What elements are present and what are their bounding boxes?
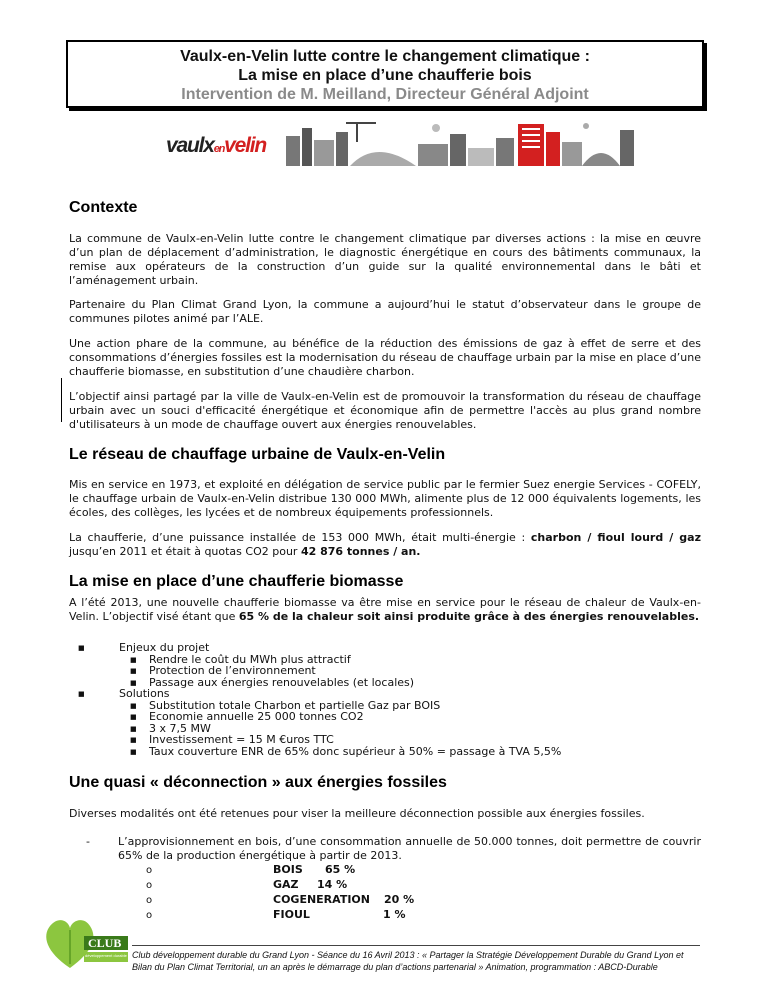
speaker-line: Intervention de M. Meilland, Directeur Général Adjoint xyxy=(181,86,589,103)
city-banner xyxy=(166,118,638,166)
square-bullet-icon: ■ xyxy=(130,701,137,710)
reseau-paragraph-2: La chaufferie, d’une puissance installée de 153 000 MWh, était multi-énergie : charbon / fioul lourd / gaz jusqu’en 2011 et était à quotas CO2 pour 42 876 tonnes / an. xyxy=(69,531,701,558)
club-label: CLUB xyxy=(88,936,122,950)
contexte-paragraph-4: L’objectif ainsi partagé par la ville de Vaulx-en-Velin est de promouvoir la transformation du réseau de chauffage urbain avec un souci d'efficacité énergétique et économique afin de permettre l'accès au plus grand nombre d'utilisateurs à un mode de chauffage ouvert aux énergies renouvelables. xyxy=(69,390,701,431)
document-body xyxy=(69,198,701,923)
list-item: ■ Passage aux énergies renouvelables (et locales) xyxy=(130,675,415,689)
list-item: ■ Substitution totale Charbon et partielle Gaz par BOIS xyxy=(130,698,441,712)
square-bullet-icon: ■ xyxy=(78,644,85,652)
energy-mix-list xyxy=(69,863,701,923)
footer-text: Club développement durable du Grand Lyon - Séance du 16 Avril 2013 : « Partager la Stratégie Développement Durable du Grand Lyon et Bilan du Plan Climat Territorial, un an après le démarrage du plan d’actions partenarial » Animation, programmation : ABCD-Durable xyxy=(132,950,684,972)
document-title: Vaulx-en-Velin lutte contre le changement climatique : xyxy=(180,48,590,65)
square-bullet-icon: ■ xyxy=(130,736,137,744)
city-skyline-illustration xyxy=(286,118,638,166)
energy-mix-item-bois: o BOIS 65 % xyxy=(146,863,356,876)
square-bullet-icon: ■ xyxy=(130,747,137,756)
list-item: ■ Rendre le coût du MWh plus attractif xyxy=(130,652,351,666)
list-item: ■ Investissement = 15 M €uros TTC xyxy=(130,733,334,746)
list-item: ■ Economie annuelle 25 000 tonnes CO2 xyxy=(130,710,364,723)
square-bullet-icon: ■ xyxy=(130,655,137,664)
contexte-paragraph-3: Une action phare de la commune, au bénéfice de la réduction des émissions de gaz à effet de serre et des consommations d’énergies fossiles est la modernisation du réseau de chauffage urbain par la mise en place d’une chaufferie biomasse, en substitution d’une chaudière charbon. xyxy=(69,337,701,378)
square-bullet-icon: ■ xyxy=(130,713,137,721)
list-item-enjeux: ■ Enjeux du projet xyxy=(78,641,210,654)
heading-contexte: Contexte xyxy=(69,199,138,216)
deconnection-paragraph-1: Diverses modalités ont été retenues pour viser la meilleure déconnection possible aux énergies fossiles. xyxy=(69,807,645,820)
energy-mix-item-gaz: o GAZ 14 % xyxy=(146,878,348,891)
biomasse-paragraph: A l’été 2013, une nouvelle chaufferie biomasse va être mise en service pour le réseau de chaleur de Vaulx-en-Velin. L’objectif visé étant que 65 % de la chaleur soit ainsi produite grâce à des énergies renouvelables. xyxy=(69,596,701,623)
club-sublabel: développement durable xyxy=(85,953,127,958)
margin-change-bar xyxy=(61,378,62,422)
reseau-paragraph-1: Mis en service en 1973, et exploité en délégation de service public par le fermier Suez energie Services - COFELY, le chauffage urbain de Vaulx-en-Velin distribue 130 000 MWh, alimente plus de 12 000 équivalents logements, les écoles, des collèges, les lycées et de nombreux équipements professionnels. xyxy=(69,478,701,519)
square-bullet-icon: ■ xyxy=(78,690,85,698)
heading-deconnection: Une quasi « déconnection » aux énergies fossiles xyxy=(69,774,447,791)
square-bullet-icon: ■ xyxy=(130,678,137,687)
contexte-paragraph-1: La commune de Vaulx-en-Velin lutte contre le changement climatique par diverses actions : la mise en œuvre d’un plan de déplacement d’administration, le diagnostic énergétique en cours des bâtiments communaux, la remise aux opérateurs de la construction d’un guide sur la qualité environnemental dans le bâti et l’aménagement urbain. xyxy=(69,232,701,287)
document-subtitle: La mise en place d’une chaufferie bois xyxy=(238,67,532,84)
list-item: ■ Taux couverture ENR de 65% donc supérieur à 50% = passage à TVA 5,5% xyxy=(130,744,562,758)
square-bullet-icon: ■ xyxy=(130,724,137,733)
title-box xyxy=(66,40,704,108)
footer-divider xyxy=(132,945,700,946)
heading-biomasse: La mise en place d’une chaufferie biomasse xyxy=(69,573,404,590)
list-item: ■ 3 x 7,5 MW xyxy=(130,721,211,735)
list-item-solutions: ■ Solutions xyxy=(78,687,170,700)
club-dd-logo xyxy=(40,912,130,974)
heading-reseau: Le réseau de chauffage urbaine de Vaulx-en-Velin xyxy=(69,446,446,463)
vaulx-en-velin-logo: vaulxenvelin xyxy=(166,134,266,157)
deconnection-paragraph-2: L’approvisionnement en bois, d’une consommation annuelle de 50.000 tonnes, doit permettre de couvrir 65% de la production énergétique à partir de 2013. xyxy=(118,835,701,862)
energy-mix-item-fioul: o FIOUL 1 % xyxy=(146,908,406,921)
deconnection-dash-item: - L’approvisionnement en bois, d’une consommation annuelle de 50.000 tonnes, doit permettre de couvrir 65% de la production énergétique à partir de 2013. xyxy=(86,835,701,862)
contexte-paragraph-2: Partenaire du Plan Climat Grand Lyon, la commune a aujourd’hui le statut d’observateur dans le groupe de communes pilotes animé par l’ALE. xyxy=(69,298,701,325)
energy-mix-item-cogeneration: o COGENERATION 20 % xyxy=(146,893,415,906)
biomasse-list xyxy=(69,642,701,757)
list-item: ■ Protection de l’environnement xyxy=(130,664,316,677)
square-bullet-icon: ■ xyxy=(130,667,137,675)
